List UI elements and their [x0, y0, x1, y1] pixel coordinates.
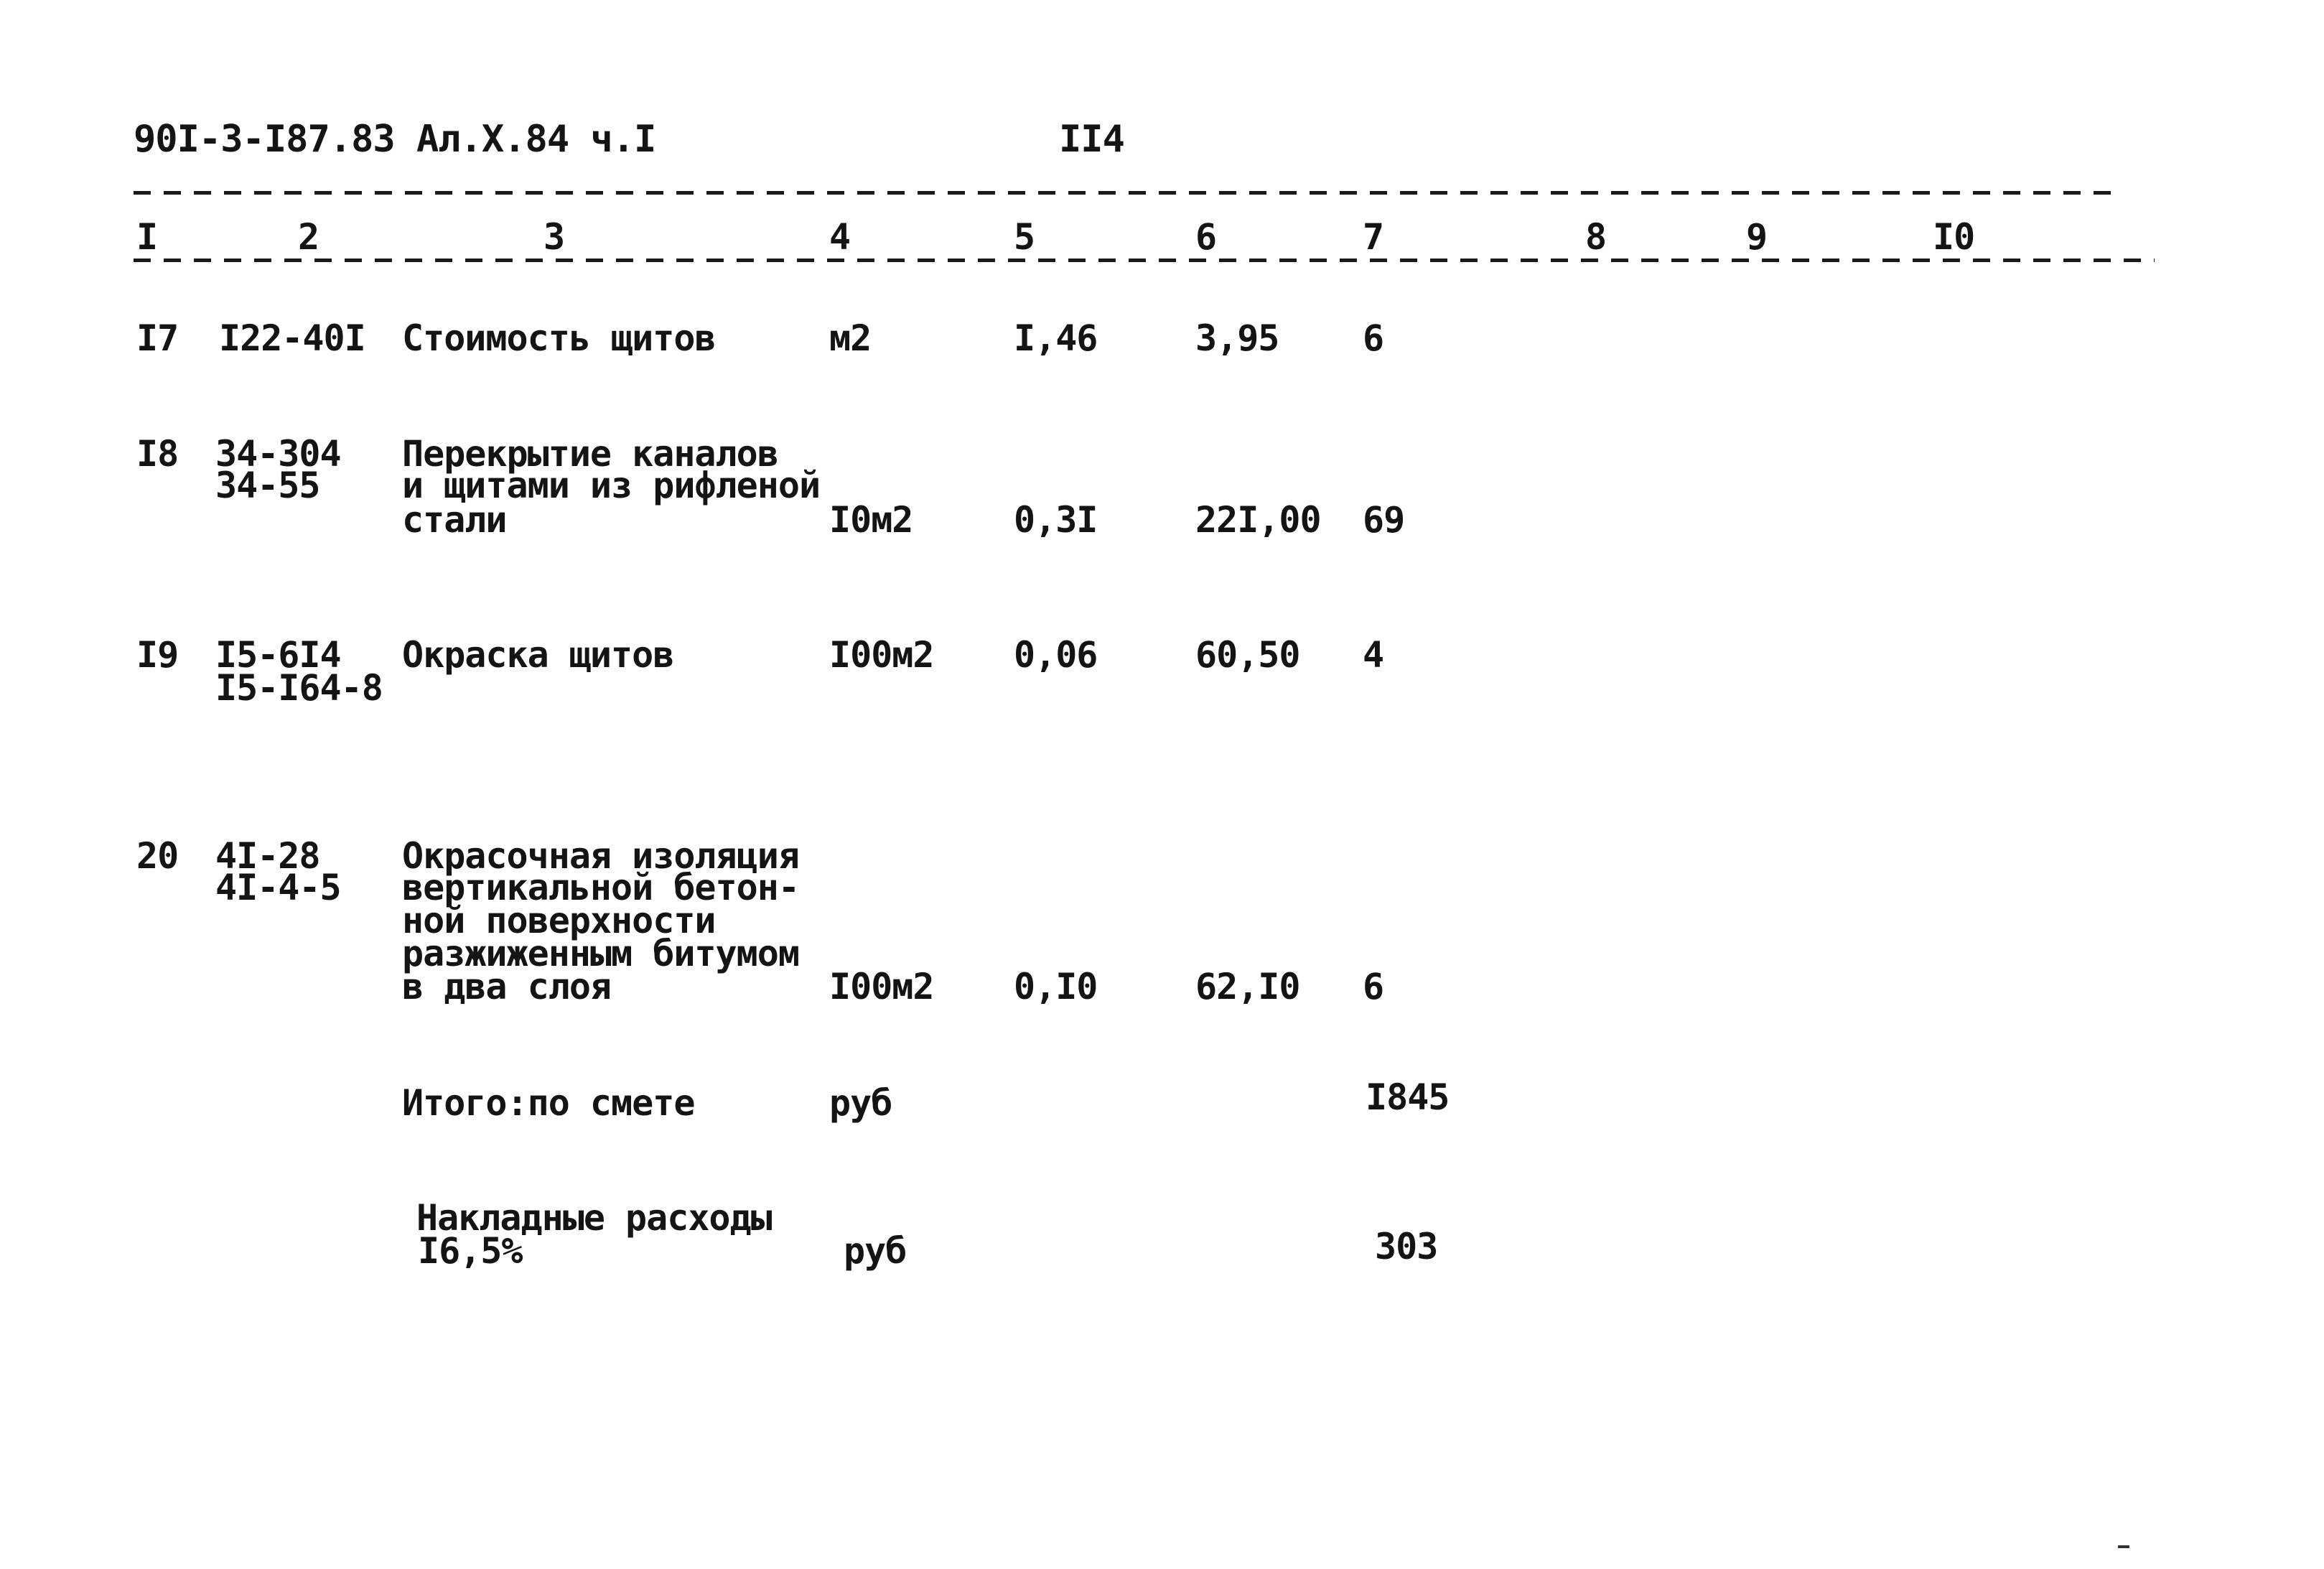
- total-cost: 4: [1363, 634, 1384, 676]
- work-description-line: ной поверхности: [402, 900, 716, 941]
- unit-of-measure: I0м2: [829, 499, 913, 541]
- total-cost: 69: [1363, 499, 1405, 541]
- quantity: 0,06: [1014, 634, 1098, 676]
- total-cost: 6: [1363, 966, 1384, 1007]
- work-description-line: вертикальной бетон-: [402, 867, 799, 908]
- summary-total: 303: [1375, 1226, 1438, 1267]
- work-description-line: Стоимость щитов: [402, 317, 716, 359]
- rate-code: I22-40I: [219, 317, 365, 359]
- column-number-1: I: [136, 216, 158, 258]
- summary-label: I6,5%: [418, 1230, 523, 1272]
- header-bottom-rule: [134, 259, 2155, 262]
- column-number-10: I0: [1933, 216, 1975, 258]
- unit-of-measure: I00м2: [829, 634, 934, 676]
- work-description-line: в два слоя: [402, 966, 612, 1007]
- unit-price: 62,I0: [1195, 966, 1300, 1007]
- column-number-6: 6: [1195, 216, 1217, 258]
- row-number: I7: [136, 317, 179, 359]
- rate-code: I5-I64-8: [215, 667, 383, 709]
- column-number-5: 5: [1014, 216, 1035, 258]
- unit-price: 3,95: [1195, 317, 1279, 359]
- work-description-line: Перекрытие каналов: [402, 433, 778, 475]
- scan-mark: [2118, 1545, 2129, 1548]
- rate-code: 4I-28: [215, 835, 320, 877]
- total-cost: 6: [1363, 317, 1384, 359]
- quantity: 0,3I: [1014, 499, 1098, 541]
- unit-of-measure: м2: [829, 317, 872, 359]
- rate-code: I5-6I4: [215, 634, 341, 676]
- page-number: II4: [1059, 118, 1124, 161]
- rate-code: 4I-4-5: [215, 867, 341, 908]
- unit-of-measure: I00м2: [829, 966, 934, 1007]
- rate-code: 34-55: [215, 465, 320, 506]
- work-description-line: Окрасочная изоляция: [402, 835, 799, 877]
- column-number-7: 7: [1363, 216, 1384, 258]
- summary-label: Накладные расходы: [416, 1197, 772, 1239]
- work-description-line: и щитами из рифленой: [402, 465, 821, 506]
- work-description-line: стали: [402, 499, 507, 541]
- column-number-4: 4: [829, 216, 851, 258]
- summary-label: Итого:по смете: [402, 1082, 695, 1124]
- column-number-3: 3: [543, 216, 565, 258]
- column-number-8: 8: [1585, 216, 1607, 258]
- column-number-9: 9: [1746, 216, 1768, 258]
- document-code: 90I-3-I87.83 Ал.X.84 ч.I: [134, 118, 656, 161]
- unit-price: 22I,00: [1195, 499, 1321, 541]
- row-number: I9: [136, 634, 179, 676]
- summary-unit: руб: [829, 1082, 892, 1124]
- work-description-line: разжиженным битумом: [402, 933, 799, 974]
- row-number: I8: [136, 433, 179, 475]
- header-top-rule: [134, 191, 2122, 195]
- unit-price: 60,50: [1195, 634, 1300, 676]
- row-number: 20: [136, 835, 179, 877]
- summary-total: I845: [1366, 1076, 1450, 1118]
- quantity: I,46: [1014, 317, 1098, 359]
- column-number-2: 2: [298, 216, 319, 258]
- rate-code: 34-304: [215, 433, 341, 475]
- work-description-line: Окраска щитов: [402, 634, 674, 676]
- summary-unit: руб: [844, 1230, 907, 1272]
- quantity: 0,I0: [1014, 966, 1098, 1007]
